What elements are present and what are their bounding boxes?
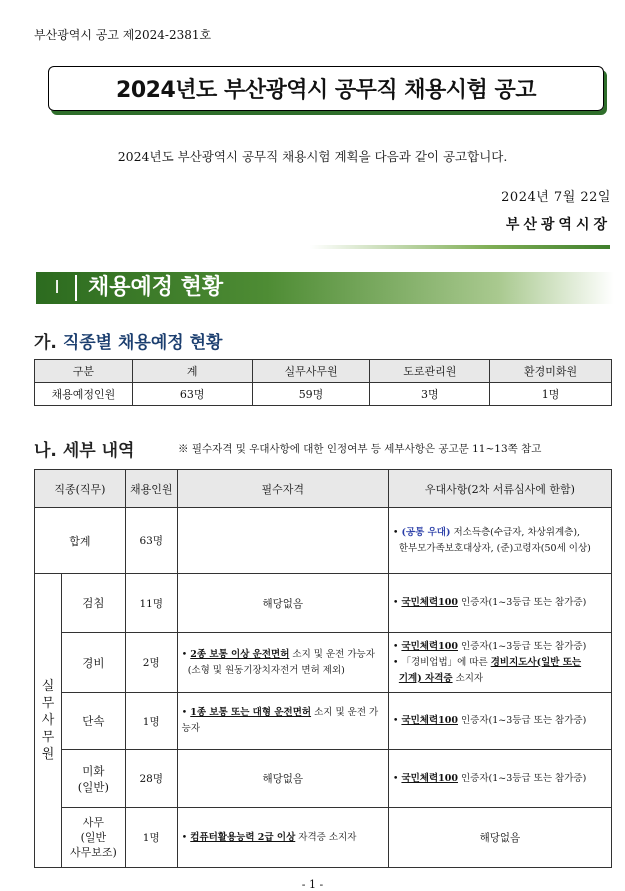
divider-line xyxy=(310,245,610,249)
subsection-b-title: 세부 내역 xyxy=(62,441,135,461)
table-cell: 채용예정인원 xyxy=(35,383,133,406)
job-preference: • 국민체력100 인증자(1~3등급 또는 참가증) xyxy=(388,574,611,633)
table-header-cell: 필수자격 xyxy=(177,470,388,508)
table-row xyxy=(35,693,612,750)
pref-text: 소지자 xyxy=(452,672,484,684)
pref-underlined: 국민체력100 xyxy=(401,597,458,608)
pref-text: 인증자(1~3등급 또는 참가증) xyxy=(457,772,587,784)
table-cell: 63명 xyxy=(132,383,252,406)
job-name: 경비 xyxy=(61,633,125,693)
intro-text: 2024년도 부산광역시 공무직 채용시험 계획을 다음과 같이 공고합니다. xyxy=(117,149,508,164)
table-header-cell: 채용인원 xyxy=(125,470,177,508)
signer: 부산광역시장 xyxy=(505,217,611,233)
total-count: 63명 xyxy=(125,508,177,574)
table-header-cell: 환경미화원 xyxy=(490,360,612,383)
pref-text: 「경비업법」에 따른 xyxy=(401,656,491,668)
table-header-cell: 실무사무원 xyxy=(252,360,370,383)
table-row xyxy=(35,383,612,406)
table-row xyxy=(35,808,612,868)
job-requirement: 해당없음 xyxy=(177,750,388,808)
job-count: 11명 xyxy=(125,574,177,633)
notice-number: 부산광역시 공고 제2024-2381호 xyxy=(34,28,212,42)
pref-underlined: 국민체력100 xyxy=(401,640,458,652)
req-underlined: 1종 보통 또는 대형 운전면허 xyxy=(190,707,312,718)
job-preference: • 국민체력100 인증자(1~3등급 또는 참가증) xyxy=(388,693,611,750)
total-preference: • (공통 우대) 저소득층(수급자, 차상위계층), 한부모가족보호대상자, (준)고령자(50세 이상) xyxy=(388,508,611,574)
pref-underlined: 국민체력100 xyxy=(401,715,458,726)
job-requirement: • 2종 보통 이상 운전면허 소지 및 운전 가능자 (소형 및 원동기장치자전거 면허 제외) xyxy=(177,633,388,693)
page-title: 2024년도 부산광역시 공무직 채용시험 공고 xyxy=(116,78,536,103)
job-count: 1명 xyxy=(125,693,177,750)
total-requirement xyxy=(177,508,388,574)
pref-text: 인증자(1~3등급 또는 참가증) xyxy=(457,715,587,726)
pref-text: 인증자(1~3등급 또는 참가증) xyxy=(457,640,587,652)
table-row xyxy=(35,750,612,808)
req-text: 소지 및 운전 가능자 xyxy=(289,648,375,660)
subsection-b-prefix: 나. xyxy=(34,441,57,461)
table-cell: 3명 xyxy=(370,383,490,406)
req-underlined: 2종 보통 이상 운전면허 xyxy=(190,648,290,660)
group-label: 실 무 사 무 원 xyxy=(35,574,62,868)
subsection-a-heading xyxy=(34,328,222,353)
table-header-cell: 도로관리원 xyxy=(370,360,490,383)
detail-table xyxy=(34,469,612,868)
table-row xyxy=(35,633,612,693)
section-divider xyxy=(75,275,77,301)
pref-text: 저소득층(수급자, 차상위계층), xyxy=(450,526,581,538)
table-row xyxy=(35,574,612,633)
table-header-cell: 우대사항(2차 서류심사에 한함) xyxy=(388,470,611,508)
job-preference: 해당없음 xyxy=(388,808,611,868)
job-count: 2명 xyxy=(125,633,177,693)
job-name: 단속 xyxy=(61,693,125,750)
subsection-b-note: ※ 필수자격 및 우대사항에 대한 인정여부 등 세부사항은 공고문 11~13쪽 참고 xyxy=(178,443,542,455)
table-header-row xyxy=(35,470,612,508)
req-underlined: 컴퓨터활용능력 2급 이상 xyxy=(190,831,296,843)
table-header-cell: 구분 xyxy=(35,360,133,383)
subsection-a-prefix: 가. xyxy=(34,333,57,353)
job-requirement: • 컴퓨터활용능력 2급 이상 자격증 소지자 xyxy=(177,808,388,868)
table-header-row xyxy=(35,360,612,383)
pref-text: 인증자(1~3등급 또는 참가증) xyxy=(457,597,587,608)
subsection-a-title: 직종별 채용예정 현황 xyxy=(62,333,223,353)
job-preference: • 국민체력100 인증자(1~3등급 또는 참가증) • 「경비업법」에 따른 경비지도사(일반 또는 기계) 자격증 소지자 xyxy=(388,633,611,693)
job-preference: • 국민체력100 인증자(1~3등급 또는 참가증) xyxy=(388,750,611,808)
job-requirement: • 1종 보통 또는 대형 운전면허 소지 및 운전 가능자 xyxy=(177,693,388,750)
job-count: 28명 xyxy=(125,750,177,808)
req-text: 소지 및 운전 가능자 xyxy=(181,707,379,734)
pref-underlined: 경비지도사(일반 또는 xyxy=(490,656,582,668)
job-name: 검침 xyxy=(61,574,125,633)
title-box xyxy=(48,66,604,111)
table-header-cell: 직종(직무) xyxy=(35,470,126,508)
summary-table xyxy=(34,359,612,406)
total-label: 합계 xyxy=(35,508,126,574)
table-cell: 1명 xyxy=(490,383,612,406)
common-preference-label: (공통 우대) xyxy=(401,526,451,538)
job-requirement: 해당없음 xyxy=(177,574,388,633)
pref-underlined: 국민체력100 xyxy=(401,772,458,784)
job-count: 1명 xyxy=(125,808,177,868)
req-text: (소형 및 원동기장치자전거 면허 제외) xyxy=(187,664,345,676)
pref-text: 한부모가족보호대상자, (준)고령자(50세 이상) xyxy=(398,542,591,554)
section-number: Ⅰ xyxy=(54,277,60,298)
table-header-cell: 계 xyxy=(132,360,252,383)
table-row-total xyxy=(35,508,612,574)
job-name: 사무 (일반 사무보조) xyxy=(61,808,125,868)
job-name: 미화 (일반) xyxy=(61,750,125,808)
table-cell: 59명 xyxy=(252,383,370,406)
req-text: 자격증 소지자 xyxy=(295,831,357,843)
pref-underlined: 기계) 자격증 xyxy=(398,672,453,684)
page-number: - 1 - xyxy=(301,878,324,891)
notice-date: 2024년 7월 22일 xyxy=(501,190,611,205)
section-title: 채용예정 현황 xyxy=(88,275,224,300)
subsection-b-heading xyxy=(34,436,134,461)
